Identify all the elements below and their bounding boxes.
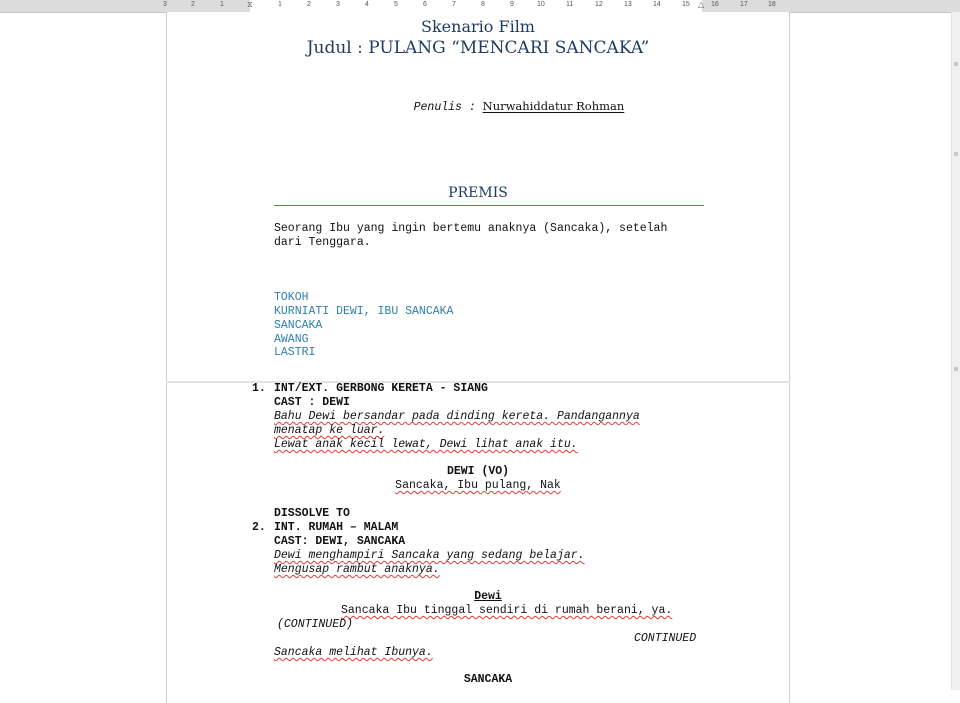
continued-marker: (CONTINUED) <box>277 618 353 631</box>
scene-number: 1. <box>252 382 266 395</box>
character-name: Dewi <box>474 590 502 603</box>
document-page-1[interactable] <box>166 12 790 383</box>
document-title: Skenario Film <box>421 17 535 36</box>
character-name: SANCAKA <box>463 673 513 686</box>
ruler-tick: 16 <box>711 1 719 8</box>
ruler-tick: 13 <box>624 1 632 8</box>
ruler-tick: 17 <box>740 1 748 8</box>
scroll-mark <box>954 62 958 66</box>
ruler-tick: 7 <box>452 1 456 8</box>
scene-number: 2. <box>252 521 266 534</box>
vertical-scrollbar[interactable] <box>951 12 960 690</box>
ruler-tick: 3 <box>163 1 167 8</box>
ruler-tick: 4 <box>365 1 369 8</box>
ruler-tick: 9 <box>510 1 514 8</box>
tokoh-heading: TOKOH <box>274 291 309 304</box>
scroll-mark <box>954 152 958 156</box>
premis-text-line2: dari Tenggara. <box>274 236 371 249</box>
tokoh-item: KURNIATI DEWI, IBU SANCAKA <box>274 305 454 318</box>
ruler-tick: 10 <box>537 1 545 8</box>
ruler-tick: 11 <box>566 1 574 8</box>
indent-marker-icon[interactable]: ⧖ <box>247 0 253 9</box>
scene-cast: CAST: DEWI, SANCAKA <box>274 535 406 548</box>
action-line: Mengusap rambut anaknya. <box>274 563 440 576</box>
scene-heading: INT. RUMAH – MALAM <box>274 521 399 534</box>
writer-label: Penulis : <box>413 101 483 114</box>
tokoh-item: SANCAKA <box>274 319 323 332</box>
transition: DISSOLVE TO <box>274 507 350 520</box>
tokoh-item: LASTRI <box>274 346 316 359</box>
film-title: Judul : PULANG “MENCARI SANCAKA” <box>306 38 650 58</box>
ruler-tick: 1 <box>220 1 224 8</box>
writer-line <box>386 86 624 127</box>
scene-cast: CAST : DEWI <box>274 396 350 409</box>
ruler-text-area <box>250 0 705 12</box>
action-line: Lewat anak kecil lewat, Dewi lihat anak itu. <box>274 438 578 451</box>
character-name: DEWI (VO) <box>446 465 510 478</box>
document-page-2[interactable] <box>166 383 790 703</box>
continued-marker: CONTINUED <box>634 632 697 645</box>
ruler-tick: 2 <box>191 1 195 8</box>
ruler-tick: 5 <box>394 1 398 8</box>
ruler-tick: 3 <box>336 1 340 8</box>
action-line: menatap ke luar. <box>274 424 385 437</box>
dialogue-line: Sancaka, Ibu pulang, Nak <box>395 479 561 492</box>
ruler-tick: 8 <box>481 1 485 8</box>
ruler-tick: 12 <box>595 1 603 8</box>
action-line: Bahu Dewi bersandar pada dinding kereta. Pandangannya <box>274 410 640 423</box>
ruler-tick: 2 <box>307 1 311 8</box>
ruler-tick: 1 <box>278 1 282 8</box>
dialogue-line: Sancaka Ibu tinggal sendiri di rumah berani, ya. <box>341 604 673 617</box>
tokoh-item: AWANG <box>274 333 309 346</box>
action-line: Dewi menghampiri Sancaka yang sedang belajar. <box>274 549 585 562</box>
ruler-tick: 15 <box>682 1 690 8</box>
right-indent-marker-icon[interactable]: △ <box>698 0 705 9</box>
premis-text-line1: Seorang Ibu yang ingin bertemu anaknya (Sancaka), setelah <box>274 222 668 235</box>
scroll-mark <box>954 367 958 371</box>
ruler-tick: 14 <box>653 1 661 8</box>
premis-heading: PREMIS <box>448 185 508 201</box>
action-line: Sancaka melihat Ibunya. <box>274 646 433 659</box>
ruler-tick: 6 <box>423 1 427 8</box>
premis-divider <box>274 205 704 206</box>
scene-heading: INT/EXT. GERBONG KERETA - SIANG <box>274 382 488 395</box>
writer-name: Nurwahiddatur Rohman <box>482 99 625 113</box>
ruler-tick: 18 <box>768 1 776 8</box>
